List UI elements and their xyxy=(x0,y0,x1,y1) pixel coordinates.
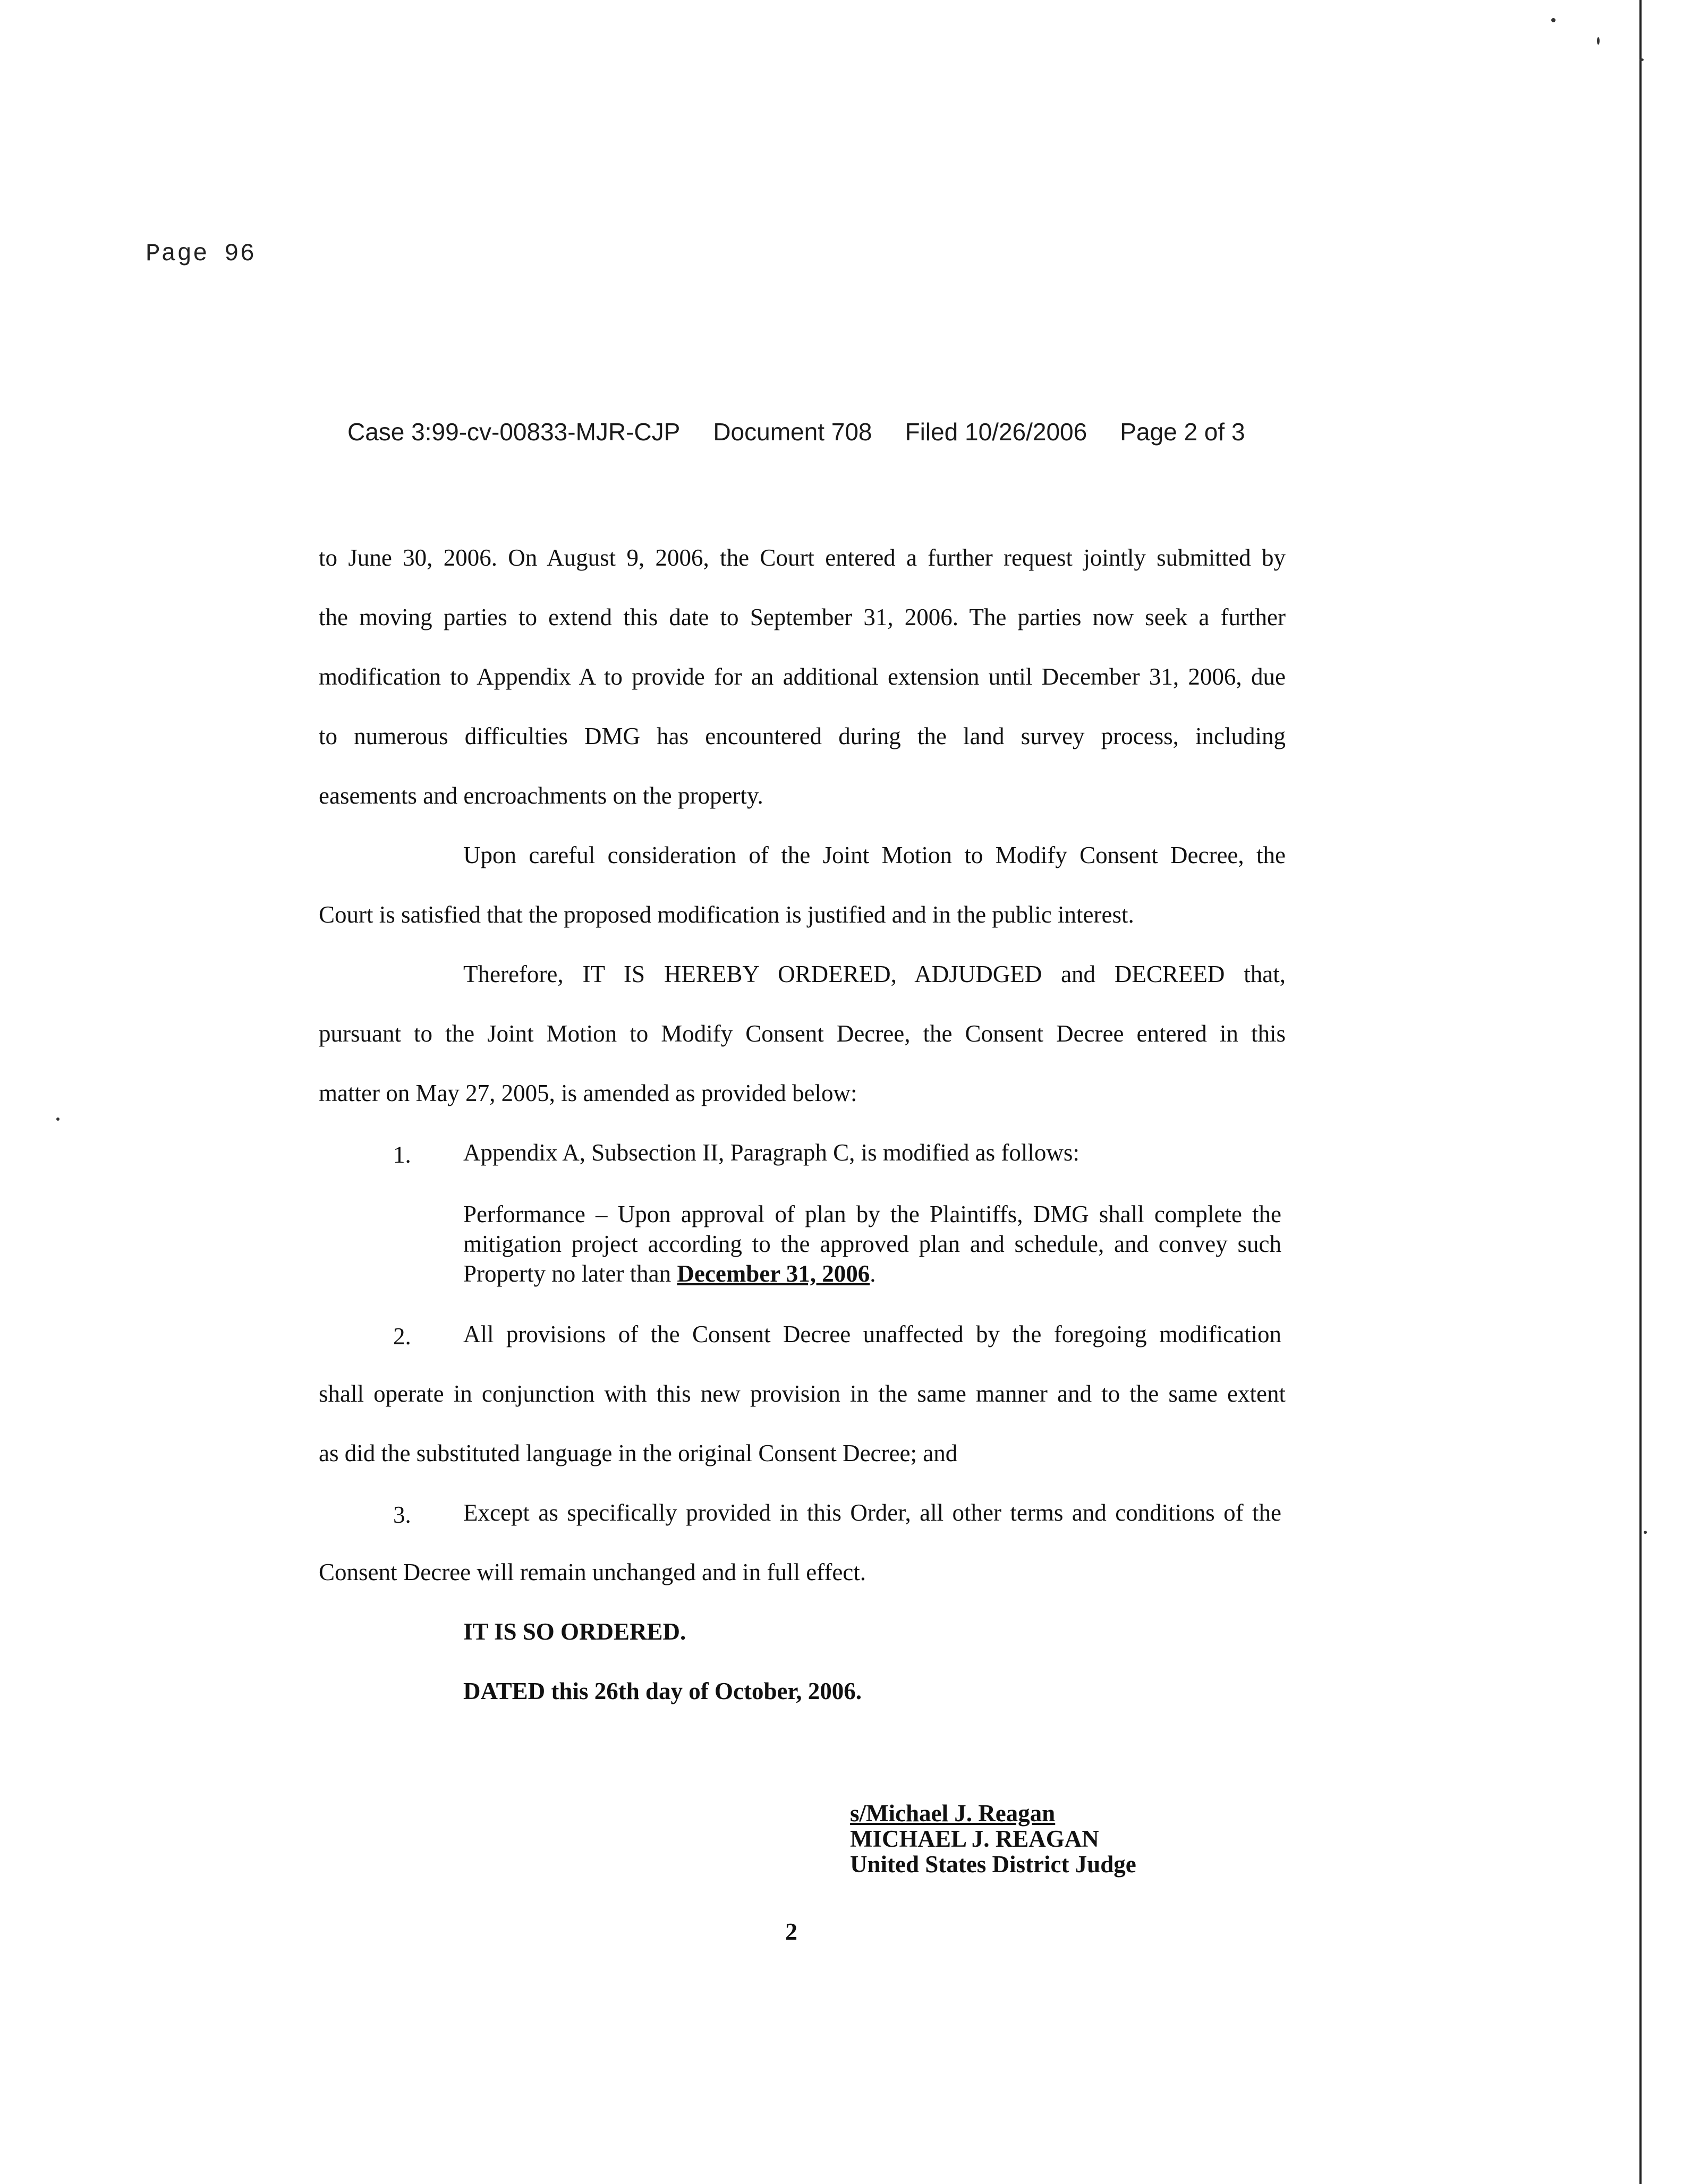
text-line: Consent Decree will remain unchanged and in full effect. xyxy=(319,1559,866,1585)
electronic-signature: s/Michael J. Reagan xyxy=(850,1800,1056,1827)
scan-speck xyxy=(56,1117,60,1121)
signature-block xyxy=(850,1801,1136,1877)
scan-speck xyxy=(1639,58,1644,61)
text-line: Upon careful consideration of the Joint Motion to Modify Consent Decree, the xyxy=(463,842,1286,868)
text-line: pursuant to the Joint Motion to Modify Consent Decree, the Consent Decree entered in this xyxy=(319,1020,1286,1047)
quote-line: Performance – Upon approval of plan by the Plaintiffs, DMG shall complete the xyxy=(463,1201,1281,1227)
filed-date: Filed 10/26/2006 xyxy=(905,418,1087,446)
item-number: 2. xyxy=(393,1323,411,1350)
text-line: modification to Appendix A to provide for an additional extension until December 31, 2006, due xyxy=(319,663,1286,690)
text-line: shall operate in conjunction with this new provision in the same manner and to the same extent xyxy=(319,1380,1286,1407)
dated-line: DATED this 26th day of October, 2006. xyxy=(463,1678,862,1704)
page-count: Page 2 of 3 xyxy=(1120,418,1245,446)
quote-line: mitigation project according to the approved plan and schedule, and convey such xyxy=(463,1231,1281,1257)
quote-period: . xyxy=(870,1260,876,1287)
scan-speck xyxy=(1644,1531,1647,1534)
document-number: Document 708 xyxy=(713,418,872,446)
modified-provision-quote xyxy=(463,1199,1281,1289)
quote-text: Property no later than xyxy=(463,1260,677,1287)
text-line: to June 30, 2006. On August 9, 2006, the Court entered a further request jointly submitted by xyxy=(319,544,1286,571)
judge-title: United States District Judge xyxy=(850,1851,1136,1878)
page-label: Page 96 xyxy=(146,240,256,268)
text-line: to numerous difficulties DMG has encountered during the land survey process, including xyxy=(319,723,1286,749)
text-line: as did the substituted language in the original Consent Decree; and xyxy=(319,1440,958,1466)
scan-speck xyxy=(1597,37,1600,45)
text-line: All provisions of the Consent Decree unaffected by the foregoing modification xyxy=(463,1321,1281,1347)
text-line: Court is satisfied that the proposed modification is justified and in the public interest. xyxy=(319,901,1134,928)
case-number: Case 3:99-cv-00833-MJR-CJP xyxy=(347,418,681,446)
scan-speck xyxy=(1551,18,1556,22)
text-line: the moving parties to extend this date to September 31, 2006. The parties now seek a further xyxy=(319,604,1286,630)
so-ordered: IT IS SO ORDERED. xyxy=(463,1618,686,1645)
page-number: 2 xyxy=(785,1918,797,1945)
deadline-date: December 31, 2006 xyxy=(677,1260,870,1287)
item-number: 3. xyxy=(393,1502,411,1528)
quote-line-last xyxy=(463,1259,1281,1289)
case-header xyxy=(347,417,1282,446)
text-line: Except as specifically provided in this Order, all other terms and conditions of the xyxy=(463,1499,1281,1526)
judge-name: MICHAEL J. REAGAN xyxy=(850,1825,1099,1852)
text-line: easements and encroachments on the property. xyxy=(319,782,763,809)
item-text: Appendix A, Subsection II, Paragraph C, is modified as follows: xyxy=(463,1139,1080,1166)
text-line: matter on May 27, 2005, is amended as provided below: xyxy=(319,1080,857,1106)
scan-edge-line xyxy=(1639,0,1642,2184)
text-line: Therefore, IT IS HEREBY ORDERED, ADJUDGED and DECREED that, xyxy=(463,961,1286,987)
item-number: 1. xyxy=(393,1141,411,1168)
